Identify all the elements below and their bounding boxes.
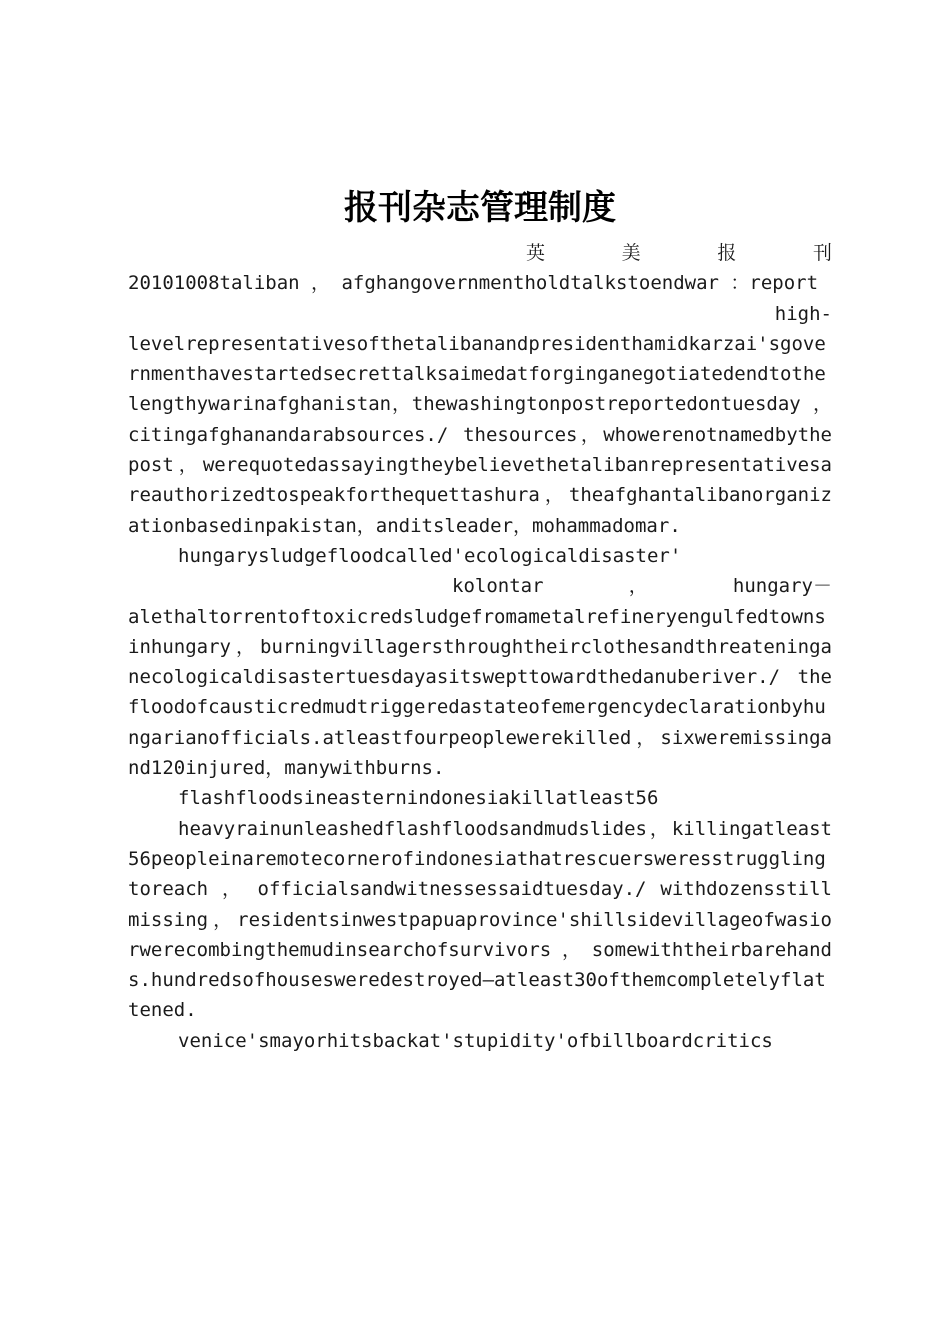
header-line xyxy=(128,238,832,268)
kolontar-country: hungary－ xyxy=(732,575,832,598)
headline-venice: venice'smayorhitsbackat'stupidity'ofbillboardcritics xyxy=(178,1029,773,1052)
header-char: 英 xyxy=(526,242,546,264)
date-headline: 20101008taliban ， afghangovernmentholdtalkstoendwar ：report xyxy=(128,272,819,295)
paragraph-indonesia: heavyrainunleashedflashfloodsandmudslides，killingatleast56peopleinaremotecornerofindonesiathatrescuersweresstrugglingtoreach ， officialsandwitnessessaidtuesday./ withdozensstillmissing，residentsinwestpapuaprovince'shillsidevillageofwasiorwerecombingthemudinsearchofsurvivors，somewiththeirbarehands.hundredsofhousesweredestroyed—atleast30ofthemcompletelyflattened. xyxy=(128,817,832,1022)
header-char: 报 xyxy=(717,242,737,264)
document-title: 报刊杂志管理制度 xyxy=(344,188,616,228)
paragraph-hungary: alethaltorrentoftoxicredsludgefromametalrefineryengulfedtownsinhungary，burningvillagersthroughtheirclothesandthreateninganecologicaldisastertuesdayasitswepttowardthedanuberiver./ thefloodofcausticredmudtriggeredastateofemergencydeclarationbyhungarianofficials.atleastfourpeoplewerekilled，sixweremissingand120injured，manywithburns. xyxy=(128,605,832,780)
headline-indonesia: flashfloodsineasternindonesiakillatleast56 xyxy=(178,787,659,810)
kolontar-line xyxy=(128,571,832,601)
header-char: 刊 xyxy=(812,242,832,264)
headline-hungary: hungarysludgefloodcalled'ecologicaldisaster' xyxy=(178,544,682,567)
document-body xyxy=(128,238,832,1056)
kolontar-comma: ， xyxy=(628,575,648,598)
paragraph-taliban: levelrepresentativesofthetalibanandpresidenthamidkarzai'sgovernmenthavestartedsecrettalksaimedatforginganegotiatedendtothelengthywarinafghanistan，thewashingtonpostreportedontuesday ， citingafghanandarabsources./ thesources，whowerenotnamedbythepost，werequotedassayingtheybelievethetalibanrepresentativesareauthorizedtospeakforthequettashura，theafghantalibanorganizationbasedinpakistan，anditsleader，mohammadomar. xyxy=(128,332,832,537)
header-char: 美 xyxy=(621,242,641,264)
line-high: high- xyxy=(774,302,832,325)
kolontar-word: kolontar xyxy=(452,575,544,598)
